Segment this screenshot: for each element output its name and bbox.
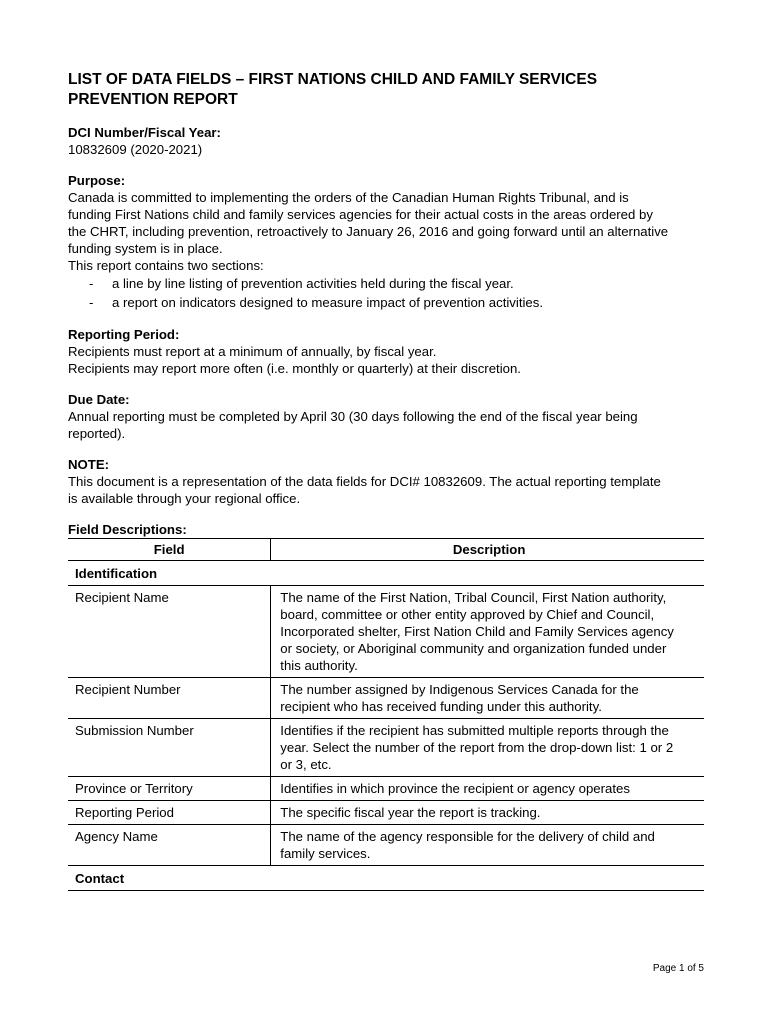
note-section bbox=[68, 456, 704, 507]
bullet-text: a line by line listing of prevention activities held during the fiscal year. bbox=[112, 276, 514, 291]
bullet-dash: - bbox=[89, 276, 94, 291]
field-name: Province or Territory bbox=[68, 777, 271, 801]
dci-section bbox=[68, 124, 704, 158]
table-section-row bbox=[68, 561, 704, 586]
page-number: Page 1 of 5 bbox=[652, 963, 704, 974]
section-name: Contact bbox=[68, 866, 271, 891]
purpose-label: Purpose: bbox=[68, 173, 126, 188]
note-label: NOTE: bbox=[68, 457, 110, 472]
table-section-row bbox=[68, 866, 704, 891]
field-description: The specific fiscal year the report is tracking. bbox=[271, 801, 704, 825]
reporting-period-label: Reporting Period: bbox=[68, 327, 180, 342]
table-row bbox=[68, 777, 704, 801]
sections-list bbox=[68, 274, 704, 312]
field-description: The name of the agency responsible for the delivery of child and family services. bbox=[271, 825, 704, 866]
bullet-dash: - bbox=[89, 295, 94, 310]
field-description: Identifies in which province the recipient or agency operates bbox=[271, 777, 704, 801]
table-header-row bbox=[68, 539, 704, 561]
bullet-text: a report on indicators designed to measure impact of prevention activities. bbox=[112, 295, 544, 310]
purpose-line: Canada is committed to implementing the orders of the Canadian Human Rights Tribunal, and is bbox=[68, 190, 629, 205]
document-page bbox=[68, 70, 704, 891]
sections-intro: This report contains two sections: bbox=[68, 258, 264, 273]
purpose-line: the CHRT, including prevention, retroactively to January 26, 2016 and going forward until an alternative bbox=[68, 224, 669, 239]
reporting-period-line: Recipients may report more often (i.e. monthly or quarterly) at their discretion. bbox=[68, 361, 521, 376]
field-description: The number assigned by Indigenous Services Canada for the recipient who has received funding under this authority. bbox=[271, 678, 704, 719]
table-row bbox=[68, 678, 704, 719]
field-description: Identifies if the recipient has submitted multiple reports through the year. Select the number of the report from the drop-down list: 1 or 2 or 3, etc. bbox=[271, 719, 704, 777]
note-line: This document is a representation of the data fields for DCI# 10832609. The actual reporting template bbox=[68, 474, 661, 489]
table-row bbox=[68, 719, 704, 777]
purpose-line: funding system is in place. bbox=[68, 241, 223, 256]
due-date-label: Due Date: bbox=[68, 392, 130, 407]
description-column-header: Description bbox=[271, 539, 704, 561]
field-name: Recipient Number bbox=[68, 678, 271, 719]
table-row bbox=[68, 825, 704, 866]
purpose-section bbox=[68, 172, 704, 312]
due-date-section bbox=[68, 391, 704, 442]
purpose-line: funding First Nations child and family services agencies for their actual costs in the areas ordered by bbox=[68, 207, 653, 222]
list-item bbox=[68, 293, 704, 312]
document-title bbox=[68, 70, 704, 110]
note-line: is available through your regional office. bbox=[68, 491, 301, 506]
table-row bbox=[68, 801, 704, 825]
title-line-2: PREVENTION REPORT bbox=[68, 91, 238, 108]
title-line-1: LIST OF DATA FIELDS – FIRST NATIONS CHILD AND FAMILY SERVICES bbox=[68, 71, 598, 88]
section-name: Identification bbox=[68, 561, 271, 586]
field-name: Agency Name bbox=[68, 825, 271, 866]
field-name: Submission Number bbox=[68, 719, 271, 777]
dci-value: 10832609 (2020-2021) bbox=[68, 142, 203, 157]
dci-label: DCI Number/Fiscal Year: bbox=[68, 125, 221, 140]
field-descriptions-table bbox=[68, 538, 704, 891]
field-descriptions-label: Field Descriptions: bbox=[68, 522, 187, 537]
due-date-line: Annual reporting must be completed by April 30 (30 days following the end of the fiscal year being bbox=[68, 409, 638, 424]
reporting-period-line: Recipients must report at a minimum of annually, by fiscal year. bbox=[68, 344, 437, 359]
field-description: The name of the First Nation, Tribal Council, First Nation authority, board, committee or other entity approved by Chief and Council, Incorporated shelter, First Nation Child and Family Services agency or society, or Aboriginal community and organization funded under this authority. bbox=[271, 586, 704, 678]
due-date-line: reported). bbox=[68, 426, 126, 441]
field-column-header: Field bbox=[68, 539, 271, 561]
field-name: Reporting Period bbox=[68, 801, 271, 825]
field-name: Recipient Name bbox=[68, 586, 271, 678]
table-row bbox=[68, 586, 704, 678]
list-item bbox=[68, 274, 704, 293]
reporting-period-section bbox=[68, 326, 704, 377]
